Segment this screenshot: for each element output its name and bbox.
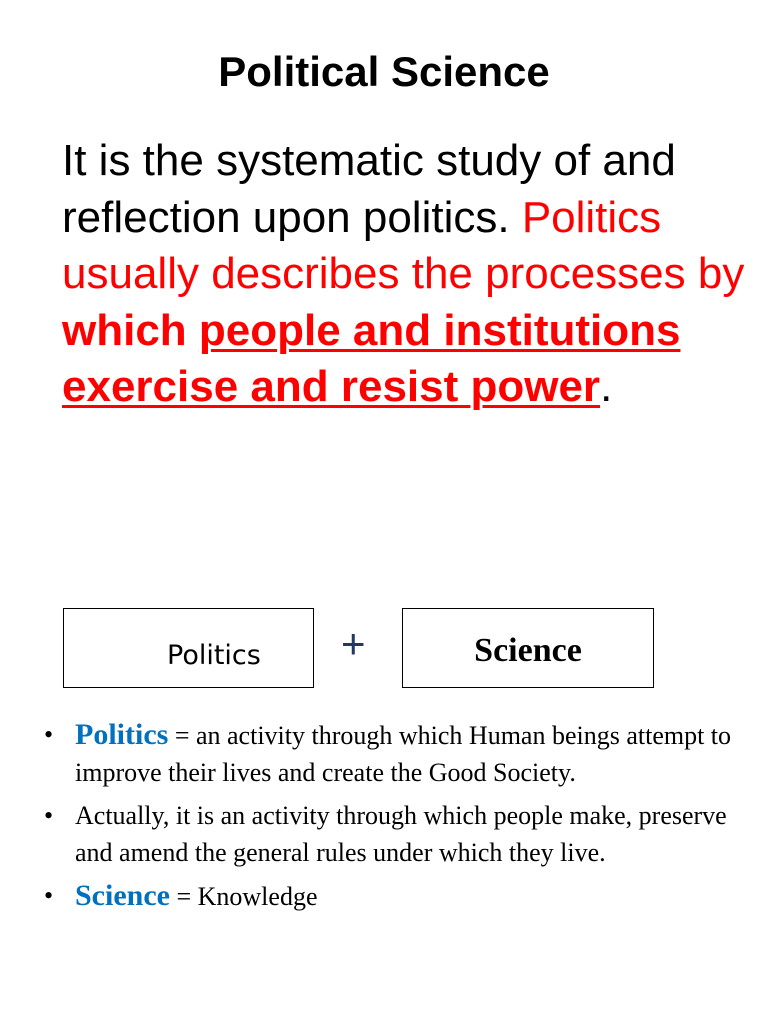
bullet-term-politics: Politics [75,718,169,751]
bullet-marker: • [44,720,54,749]
definition-paragraph [62,133,752,416]
bullet-text: = Knowledge [169,882,318,911]
bullet-marker: • [44,881,54,910]
bullet-term-science: Science [75,879,170,912]
bullet-list [44,716,734,915]
definition-politics-text: Politics usually describes the processes by [62,192,745,299]
politics-box-label: Politics [167,640,261,671]
list-item-science [44,877,734,915]
plus-sign: + [341,620,366,667]
definition-text: It is the systematic study of and reflection upon politics. [62,136,676,242]
definition-key-phrase: people and institutions exercise and resist power [62,305,681,412]
science-box-label: Science [474,632,582,669]
list-item-politics [44,716,734,791]
list-item-actually [44,797,734,871]
bullet-marker: • [44,801,54,830]
bullet-text: = an activity through which Human beings attempt to improve their lives and create the Good Society. [75,721,732,787]
page-title: Political Science [218,48,550,95]
bullet-text: Actually, it is an activity through which people make, preserve and amend the general rules under which they live. [75,801,727,867]
science-box [402,608,654,688]
definition-period: . [600,362,613,412]
politics-box [63,608,314,688]
definition-which-text: which [62,305,199,355]
